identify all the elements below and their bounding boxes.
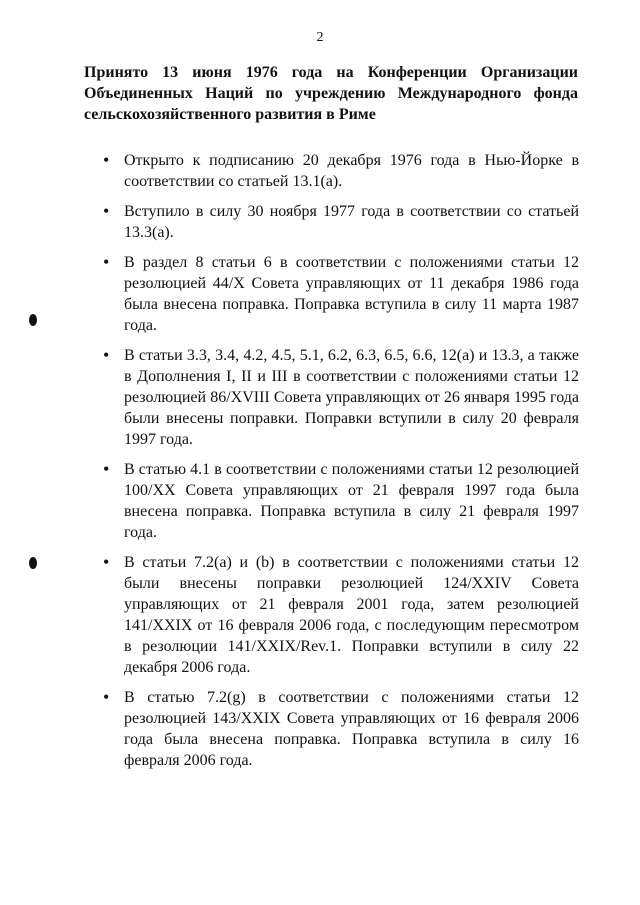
list-item: • Вступило в силу 30 ноября 1977 года в соответствии со статьей 13.3(а). — [0, 201, 579, 243]
document-heading: Принято 13 июня 1976 года на Конференции Организации Объединенных Наций по учреждению Международного фонда сельскохозяйственного развития в Риме — [84, 64, 578, 123]
list-item: • В раздел 8 статьи 6 в соответствии с положениями статьи 12 резолюцией 44/X Совета управляющих от 11 декабря 1986 года была внесена поправка. Поправка вступила в силу 11 марта 1987 года. — [0, 252, 579, 336]
amendment-list — [0, 150, 640, 780]
list-item: • В статьи 3.3, 3.4, 4.2, 4.5, 5.1, 6.2, 6.3, 6.5, 6.6, 12(а) и 13.3, а также в Дополнения I, II и III в соответствии с положениями статьи 12 резолюцией 86/XVIII Совета управляющих от 26 января 1995 года были внесены поправки. Поправки вступили в силу 20 февраля 1997 года. — [0, 345, 579, 450]
page-number: 2 — [316, 30, 324, 45]
punch-hole-mark — [29, 557, 37, 569]
list-item: • Открыто к подписанию 20 декабря 1976 года в Нью-Йорке в соответствии со статьей 13.1(а). — [0, 150, 579, 192]
list-item: • В статьи 7.2(а) и (b) в соответствии с положениями статьи 12 были внесены поправки резолюцией 124/XXIV Совета управляющих от 21 февраля 2001 года, затем резолюцией 141/XXIX от 16 февраля 2006 года, с последующим пересмотром в резолюции 141/XXIX/Rev.1. Поправки вступили в силу 22 декабря 2006 года. — [0, 552, 579, 678]
list-item: • В статью 4.1 в соответствии с положениями статьи 12 резолюцией 100/XX Совета управляющих от 21 февраля 1997 года была внесена поправка. Поправка вступила в силу 21 февраля 1997 года. — [0, 459, 579, 543]
punch-hole-mark — [29, 314, 37, 326]
list-item: • В статью 7.2(g) в соответствии с положениями статьи 12 резолюцией 143/XXIX Совета управляющих от 16 февраля 2006 года была внесена поправка. Поправка вступила в силу 16 февраля 2006 года. — [0, 687, 579, 771]
